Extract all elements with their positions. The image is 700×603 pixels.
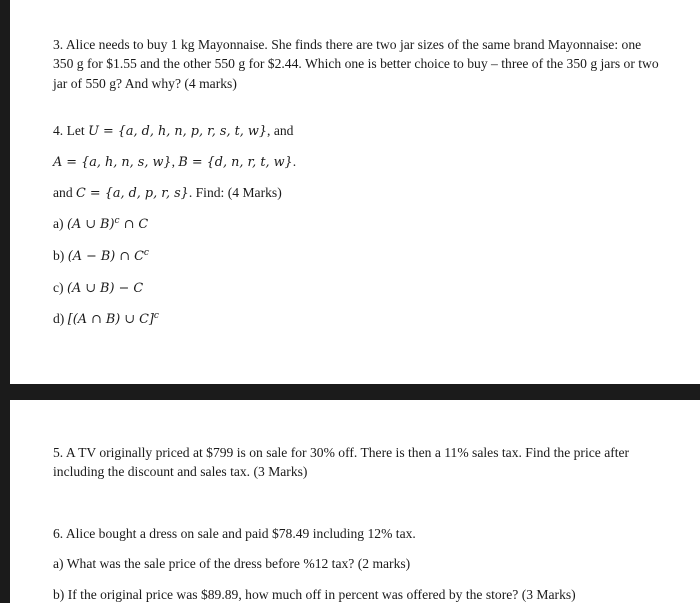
set-b: B = {d, n, r, t, w} — [178, 155, 293, 170]
q4-part-a-main: (A ∪ B) — [66, 217, 115, 232]
set-u: U = {a, d, h, n, p, r, s, t, w} — [88, 124, 268, 139]
q4-part-b — [53, 247, 149, 266]
q4-set-c-line — [53, 184, 282, 203]
q4-part-a-label: a) — [53, 216, 64, 231]
q4-part-c-label: c) — [53, 280, 64, 295]
q4-and-prefix: and — [53, 185, 73, 200]
q4-intro — [53, 122, 293, 141]
q3-line-3: jar of 550 g? And why? (4 marks) — [53, 76, 237, 91]
q4-part-b-label: b) — [53, 248, 65, 263]
q4-part-d-expr — [68, 312, 159, 327]
q6-part-a: a) What was the sale price of the dress before %12 tax? (2 marks) — [53, 556, 411, 571]
q4-end-period: . — [292, 154, 297, 169]
q4-part-c-expr: (A ∪ B) − C — [66, 281, 144, 296]
set-a: A = {a, h, n, s, w} — [53, 155, 172, 170]
q4-find-text: . Find: (4 Marks) — [188, 185, 282, 200]
q5-line-2: including the discount and sales tax. (3 Marks) — [53, 464, 308, 479]
q3-line-2: 350 g for $1.55 and the other 550 g for $2.44. Which one is better choice to buy – three of the 350 g jars or two — [53, 56, 659, 71]
q6-part-b: b) If the original price was $89.89, how much off in percent was offered by the store? (3 Marks) — [53, 587, 576, 602]
q5-line-1: 5. A TV originally priced at $799 is on sale for 30% off. There is then a 11% sales tax. Find the price after — [53, 445, 630, 460]
q4-part-b-expr — [68, 249, 149, 264]
q4-part-a — [53, 215, 148, 234]
set-c: C = {a, d, p, r, s} — [76, 186, 189, 201]
q4-part-a-expr — [67, 217, 148, 232]
q4-part-d-sup: c — [153, 311, 159, 321]
q3-line-1: 3. Alice needs to buy 1 kg Mayonnaise. She finds there are two jar sizes of the same brand Mayonnaise: one — [53, 37, 642, 52]
q4-part-b-sup: c — [143, 248, 149, 258]
q4-intro-suffix: , and — [267, 123, 294, 138]
q4-sep: , — [171, 154, 179, 169]
left-border — [0, 0, 10, 603]
q4-part-d-main: [(A ∩ B) ∪ C] — [67, 312, 154, 327]
q4-part-d-label: d) — [53, 311, 65, 326]
section-divider — [0, 384, 700, 400]
q4-part-b-main: (A − B) ∩ C — [67, 249, 144, 264]
q4-part-a-sup: c — [114, 216, 120, 226]
q6-line-1: 6. Alice bought a dress on sale and paid $78.49 including 12% tax. — [53, 526, 416, 541]
q4-part-d — [53, 310, 159, 329]
q4-sets-ab — [53, 153, 296, 172]
q4-intro-prefix: 4. Let — [53, 123, 85, 138]
q4-part-c — [53, 279, 143, 298]
q4-part-a-tail: ∩ C — [119, 217, 149, 232]
